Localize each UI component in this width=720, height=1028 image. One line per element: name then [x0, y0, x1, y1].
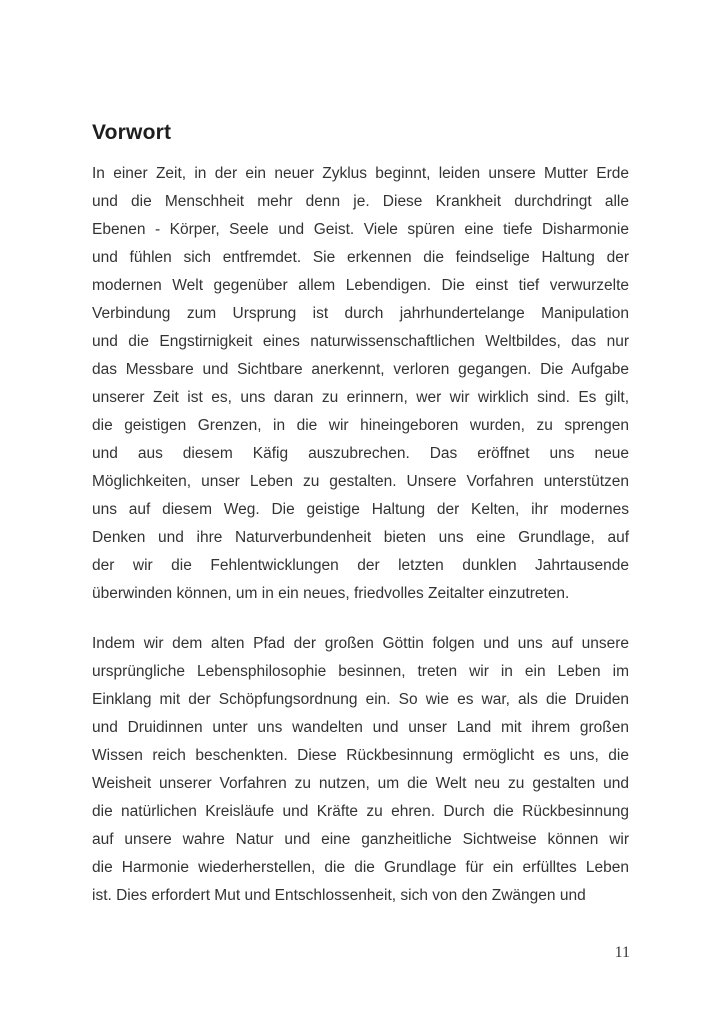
text-line: uns auf diesem Weg. Die geistige Haltung der Kelten, ihr modernes	[92, 501, 629, 518]
text-line: die geistigen Grenzen, in die wir hineingeboren wurden, zu sprengen	[92, 417, 629, 434]
page-number: 11	[614, 944, 630, 961]
text-line: die Harmonie wiederherstellen, die die Grundlage für ein erfülltes Leben	[92, 859, 629, 876]
text-line: das Messbare und Sichtbare anerkennt, verloren gegangen. Die Aufgabe	[92, 361, 629, 378]
paragraph	[92, 160, 629, 608]
text-line: unserer Zeit ist es, uns daran zu erinnern, wer wir wirklich sind. Es gilt,	[92, 389, 629, 406]
text-line: modernen Welt gegenüber allem Lebendigen. Die einst tief verwurzelte	[92, 277, 629, 294]
text-line: und die Menschheit mehr denn je. Diese Krankheit durchdringt alle	[92, 193, 629, 210]
text-line: Weisheit unserer Vorfahren zu nutzen, um die Welt neu zu gestalten und	[92, 775, 629, 792]
text-line: Verbindung zum Ursprung ist durch jahrhundertelange Manipulation	[92, 305, 629, 322]
text-line: und fühlen sich entfremdet. Sie erkennen die feindselige Haltung der	[92, 249, 629, 266]
text-line: In einer Zeit, in der ein neuer Zyklus beginnt, leiden unsere Mutter Erde	[92, 165, 629, 182]
page-title: Vorwort	[92, 121, 172, 144]
text-line: Ebenen - Körper, Seele und Geist. Viele spüren eine tiefe Disharmonie	[92, 221, 629, 238]
body-text	[92, 160, 629, 932]
text-line: und Druidinnen unter uns wandelten und unser Land mit ihrem großen	[92, 719, 629, 736]
text-line: Indem wir dem alten Pfad der großen Göttin folgen und uns auf unsere	[92, 635, 629, 652]
paragraph	[92, 630, 629, 910]
text-line: der wir die Fehlentwicklungen der letzten dunklen Jahrtausende	[92, 557, 629, 574]
text-line: Wissen reich beschenkten. Diese Rückbesinnung ermöglicht es uns, die	[92, 747, 629, 764]
text-line: Einklang mit der Schöpfungsordnung ein. So wie es war, als die Druiden	[92, 691, 629, 708]
text-line: auf unsere wahre Natur und eine ganzheitliche Sichtweise können wir	[92, 831, 629, 848]
text-line: Denken und ihre Naturverbundenheit bieten uns eine Grundlage, auf	[92, 529, 629, 546]
text-line: überwinden können, um in ein neues, friedvolles Zeitalter einzutreten.	[92, 585, 570, 602]
text-line: die natürlichen Kreisläufe und Kräfte zu ehren. Durch die Rückbesinnung	[92, 803, 629, 820]
text-line: ist. Dies erfordert Mut und Entschlossenheit, sich von den Zwängen und	[92, 887, 586, 904]
text-line: und die Engstirnigkeit eines naturwissenschaftlichen Weltbildes, das nur	[92, 333, 629, 350]
text-line: Möglichkeiten, unser Leben zu gestalten. Unsere Vorfahren unterstützen	[92, 473, 629, 490]
text-line: ursprüngliche Lebensphilosophie besinnen, treten wir in ein Leben im	[92, 663, 629, 680]
text-line: und aus diesem Käfig auszubrechen. Das eröffnet uns neue	[92, 445, 629, 462]
